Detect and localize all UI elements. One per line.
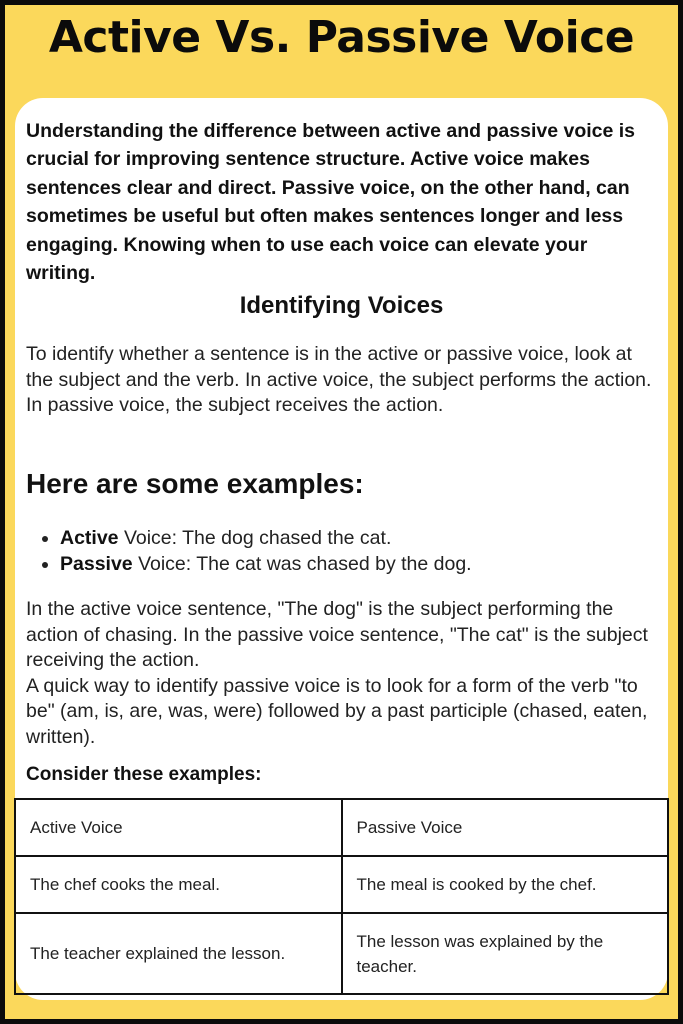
identifying-text: To identify whether a sentence is in the active or passive voice, look at the subject and the verb. In active voice, the subject performs the action. In passive voice, the subject receives the action. [26, 343, 652, 416]
table-cell: The meal is cooked by the chef. [342, 856, 669, 913]
explanation-paragraph: In the active voice sentence, "The dog" is the subject performing the action of chasing. In the passive voice sentence, "The cat" is the subject receiving the action. [26, 598, 648, 671]
table-cell: The lesson was explained by the teacher. [342, 913, 669, 994]
example-label: Active [60, 527, 119, 549]
table-heading: Consider these examples: [26, 764, 262, 785]
explanation-paragraph: A quick way to identify passive voice is to look for a form of the verb "to be" (am, is, are, was, were) followed by a past participle (chased, eaten, written). [26, 674, 648, 748]
explanation [26, 597, 656, 750]
intro-paragraph: Understanding the difference between active and passive voice is crucial for improving sentence structure. Active voice makes sentences clear and direct. Passive voice, on the other hand, can sometimes be useful but often makes sentences longer and less engaging. Knowing when to use each voice can elevate your writing. [26, 120, 636, 285]
table-row [15, 913, 668, 994]
example-text: Voice: The cat was chased by the dog. [132, 553, 472, 575]
page-title: Active Vs. Passive Voice [48, 12, 635, 63]
header-cell: Active Voice [15, 799, 342, 856]
list-item [60, 551, 472, 577]
example-text: Voice: The dog chased the cat. [118, 527, 392, 549]
table-row [15, 856, 668, 913]
examples-list [26, 525, 472, 577]
example-label: Passive [60, 553, 133, 575]
list-item [60, 525, 472, 551]
examples-table [14, 798, 669, 995]
examples-heading: Here are some examples: [26, 468, 364, 499]
table-cell: The chef cooks the meal. [15, 856, 342, 913]
table-cell: The teacher explained the lesson. [15, 913, 342, 994]
header-cell: Passive Voice [342, 799, 669, 856]
identifying-heading: Identifying Voices [239, 292, 444, 319]
table-header-row [15, 799, 668, 856]
